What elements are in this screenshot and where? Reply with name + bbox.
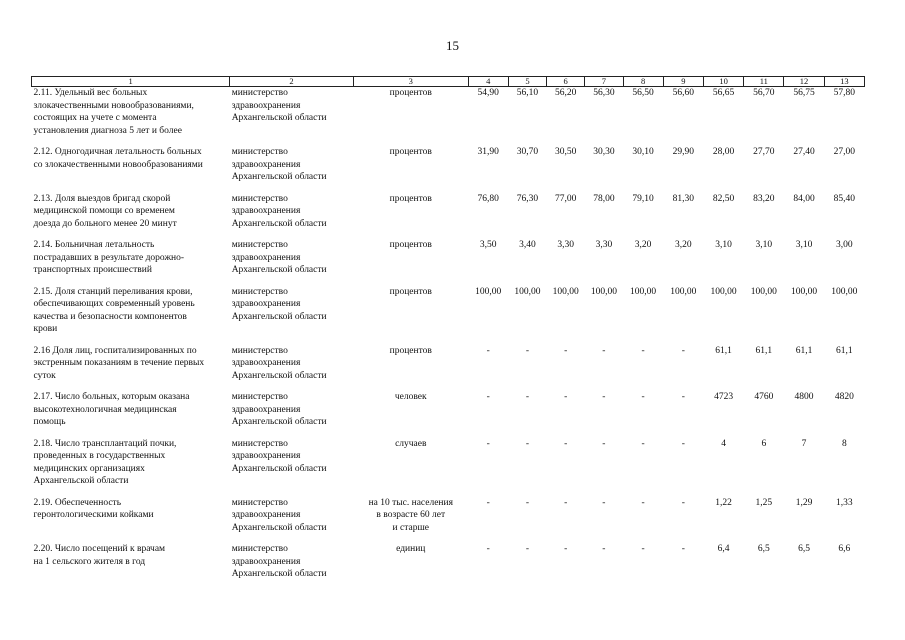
value-cell: 100,00 — [790, 286, 818, 297]
row-spacer — [32, 382, 865, 391]
unit-cell-line: процентов — [389, 286, 432, 297]
unit-cell — [353, 193, 468, 231]
indicator-cell-line: 2.17. Число больных, которым оказана — [33, 392, 190, 402]
value-cell: 6,6 — [838, 544, 851, 554]
table-row — [32, 193, 865, 231]
value-cell: 7 — [801, 438, 807, 449]
unit-cell — [353, 497, 468, 535]
row-spacer-cell — [32, 336, 865, 345]
value-cell: - — [525, 544, 530, 554]
value-cell: 100,00 — [590, 286, 617, 297]
value-cell: 30,50 — [554, 147, 577, 157]
indicator-cell-line: 2.20. Число посещений к врачам — [33, 544, 166, 554]
value-cell: 30,30 — [593, 147, 615, 157]
column-number: 10 — [703, 77, 743, 87]
responsible-cell — [230, 239, 354, 277]
table-row — [32, 87, 865, 138]
responsible-cell — [230, 146, 354, 184]
responsible-cell-line: Архангельской области — [231, 218, 327, 229]
responsible-cell-line: здравоохранения — [231, 451, 301, 461]
unit-cell-line: процентов — [389, 345, 432, 356]
value-cell: - — [564, 497, 568, 508]
indicator-cell-line: экстренным показаниям в течение первых — [33, 358, 205, 368]
indicator-cell-line: Архангельской области — [33, 476, 129, 486]
row-spacer — [32, 230, 865, 239]
row-spacer — [32, 336, 865, 345]
row-spacer — [32, 534, 865, 543]
responsible-cell-line: Архангельской области — [231, 463, 327, 474]
value-cell: - — [486, 345, 490, 356]
table-row — [32, 391, 865, 429]
page-number: 15 — [446, 38, 459, 53]
indicator-cell-line: 2.12. Одногодичная летальность больных — [33, 147, 202, 157]
responsible-cell-line: министерство — [231, 345, 288, 356]
value-cell: 61,1 — [836, 345, 853, 356]
indicator-cell-line: помощь — [33, 417, 66, 427]
value-cell: 100,00 — [750, 286, 777, 297]
responsible-cell-line: здравоохранения — [231, 100, 301, 111]
unit-cell-line: единиц — [396, 544, 426, 554]
value-cell: 85,40 — [833, 193, 856, 204]
table-row — [32, 543, 865, 581]
indicator-cell-line: пострадавших в результате дорожно- — [33, 252, 185, 263]
indicator-cell-line: геронтологическими койками — [33, 510, 154, 520]
indicator-cell-line: медицинской помощи со временем — [33, 206, 175, 216]
value-cell: 6 — [761, 438, 767, 449]
value-cell: 4820 — [834, 392, 854, 402]
indicator-cell-line: высокотехнологичная медицинская — [33, 404, 177, 415]
value-cell: 100,00 — [831, 286, 858, 297]
value-cell: - — [602, 345, 606, 356]
value-cell: 100,00 — [514, 286, 541, 297]
value-cell: 56,10 — [516, 88, 539, 98]
value-cell: 57,80 — [833, 88, 856, 98]
value-cell: 1,33 — [836, 497, 853, 508]
responsible-cell-line: здравоохранения — [231, 556, 301, 567]
value-cell: 77,00 — [554, 193, 577, 204]
responsible-cell-line: министерство — [231, 147, 288, 157]
indicator-cell-line: 2.16 Доля лиц, госпитализированных по — [33, 345, 197, 356]
value-cell: 56,50 — [632, 88, 654, 98]
row-spacer — [32, 429, 865, 438]
responsible-cell-line: здравоохранения — [231, 159, 301, 170]
row-spacer-cell — [32, 230, 865, 239]
value-cell: 3,20 — [675, 240, 692, 250]
value-cell: - — [525, 497, 530, 508]
value-cell: 27,00 — [833, 147, 856, 157]
value-cell: 1,29 — [795, 497, 813, 508]
value-cell: 61,1 — [795, 345, 813, 356]
value-cell: 3,10 — [715, 240, 732, 250]
value-cell: 100,00 — [552, 286, 579, 297]
value-cell: 56,70 — [753, 88, 775, 98]
unit-cell — [353, 146, 468, 184]
value-cell: 83,20 — [753, 193, 775, 204]
unit-cell — [353, 345, 468, 383]
table-row — [32, 286, 865, 336]
unit-cell-line: процентов — [389, 193, 432, 204]
column-number: 6 — [547, 77, 585, 87]
unit-cell — [353, 239, 468, 277]
responsible-cell — [230, 193, 354, 231]
value-cell: 54,90 — [477, 88, 499, 98]
value-cell: - — [486, 497, 490, 508]
value-cell: 79,10 — [632, 193, 654, 204]
indicator-cell — [32, 286, 230, 336]
indicator-cell — [32, 87, 230, 138]
column-number: 1 — [32, 77, 230, 87]
value-cell: 3,20 — [634, 240, 652, 250]
responsible-cell-line: министерство — [231, 88, 288, 98]
column-number: 8 — [623, 77, 663, 87]
value-cell: 61,1 — [755, 345, 773, 356]
indicators-table — [31, 76, 865, 581]
indicator-cell-line: 2.19. Обеспеченность — [33, 497, 122, 508]
value-cell: - — [641, 438, 645, 449]
indicator-cell — [32, 345, 230, 383]
row-spacer — [32, 137, 865, 146]
responsible-cell-line: министерство — [231, 193, 288, 204]
responsible-cell-line: министерство — [231, 544, 288, 554]
value-cell: 28,00 — [712, 147, 735, 157]
value-cell: 3,30 — [557, 240, 574, 250]
responsible-cell-line: здравоохранения — [231, 299, 301, 309]
unit-cell — [353, 286, 468, 336]
responsible-cell — [230, 391, 354, 429]
indicator-cell-line: суток — [33, 370, 56, 381]
responsible-cell — [230, 87, 354, 138]
value-cell: 100,00 — [670, 286, 697, 297]
responsible-cell-line: здравоохранения — [231, 510, 301, 520]
value-cell: 6,4 — [717, 544, 730, 554]
value-cell: 100,00 — [710, 286, 737, 297]
value-cell: 76,30 — [516, 193, 539, 204]
value-cell: 81,30 — [672, 193, 695, 204]
responsible-cell-line: Архангельской области — [231, 265, 327, 275]
indicator-cell-line: качества и безопасности компонентов — [33, 311, 187, 322]
indicator-cell — [32, 239, 230, 277]
responsible-cell-line: здравоохранения — [231, 206, 301, 216]
row-spacer-cell — [32, 429, 865, 438]
value-cell: 82,50 — [712, 193, 735, 204]
value-cell: 3,10 — [755, 240, 773, 250]
value-cell: 30,10 — [632, 147, 654, 157]
column-number: 5 — [508, 77, 546, 87]
indicator-cell-line: 2.11. Удельный вес больных — [33, 88, 148, 98]
responsible-cell-line: Архангельской области — [231, 370, 327, 381]
column-number: 13 — [824, 77, 864, 87]
value-cell: - — [641, 544, 645, 554]
row-spacer-cell — [32, 137, 865, 146]
value-cell: - — [525, 438, 530, 449]
responsible-cell — [230, 438, 354, 488]
value-cell: 4 — [721, 438, 726, 449]
indicator-cell — [32, 497, 230, 535]
responsible-cell-line: министерство — [231, 392, 288, 402]
value-cell: 27,70 — [753, 147, 775, 157]
value-cell: 76,80 — [477, 193, 499, 204]
value-cell: - — [564, 392, 568, 402]
value-cell: 3,40 — [519, 240, 536, 250]
unit-cell-line: и старше — [392, 522, 429, 533]
indicator-cell-line: 2.14. Больничная летальность — [33, 240, 155, 250]
responsible-cell-line: Архангельской области — [231, 569, 327, 579]
indicator-cell — [32, 438, 230, 488]
value-cell: 31,90 — [477, 147, 499, 157]
value-cell: - — [681, 438, 685, 449]
table-row — [32, 239, 865, 277]
indicator-cell-line: со злокачественными новообразованиями — [33, 159, 203, 170]
unit-cell — [353, 391, 468, 429]
value-cell: 4800 — [794, 392, 814, 402]
indicator-cell-line: крови — [33, 324, 58, 334]
row-spacer — [32, 184, 865, 193]
responsible-cell-line: Архангельской области — [231, 113, 327, 123]
row-spacer — [32, 277, 865, 286]
value-cell: - — [564, 544, 568, 554]
responsible-cell — [230, 497, 354, 535]
value-cell: 56,60 — [672, 88, 695, 98]
value-cell: 56,30 — [593, 88, 615, 98]
indicator-cell-line: 2.15. Доля станций переливания крови, — [33, 286, 193, 297]
value-cell: 29,90 — [672, 147, 695, 157]
value-cell: - — [602, 544, 606, 554]
responsible-cell-line: министерство — [231, 438, 288, 449]
unit-cell — [353, 87, 468, 138]
responsible-cell-line: министерство — [231, 497, 288, 508]
responsible-cell — [230, 543, 354, 581]
row-spacer-cell — [32, 534, 865, 543]
column-number: 9 — [663, 77, 703, 87]
responsible-cell-line: здравоохранения — [231, 358, 301, 368]
value-cell: - — [602, 392, 606, 402]
value-cell: - — [681, 345, 685, 356]
value-cell: 100,00 — [630, 286, 657, 297]
column-number: 7 — [585, 77, 623, 87]
value-cell: - — [641, 392, 645, 402]
unit-cell-line: на 10 тыс. населения — [368, 497, 453, 508]
value-cell: - — [525, 345, 530, 356]
value-cell: - — [486, 544, 490, 554]
value-cell: - — [525, 392, 530, 402]
column-number: 3 — [353, 77, 468, 87]
indicator-cell-line: медицинских организациях — [33, 463, 145, 474]
value-cell: 27,40 — [793, 147, 815, 157]
unit-cell — [353, 438, 468, 488]
indicator-cell-line: обеспечивающих современный уровень — [33, 299, 195, 309]
value-cell: 78,00 — [593, 193, 615, 204]
unit-cell — [353, 543, 468, 581]
unit-cell-line: процентов — [389, 147, 432, 157]
responsible-cell-line: министерство — [231, 286, 288, 297]
value-cell: 84,00 — [793, 193, 815, 204]
responsible-cell-line: Архангельской области — [231, 522, 327, 533]
value-cell: - — [602, 497, 606, 508]
unit-cell-line: процентов — [389, 88, 432, 98]
value-cell: 3,00 — [836, 240, 853, 250]
indicator-cell-line: злокачественными новообразованиями, — [33, 100, 194, 111]
row-spacer-cell — [32, 184, 865, 193]
indicator-cell — [32, 146, 230, 184]
responsible-cell-line: здравоохранения — [231, 252, 301, 263]
responsible-cell-line: Архангельской области — [231, 311, 327, 322]
value-cell: - — [641, 345, 645, 356]
value-cell: - — [681, 497, 685, 508]
indicator-cell-line: 2.18. Число трансплантаций почки, — [33, 438, 177, 449]
value-cell: - — [564, 345, 568, 356]
indicator-cell — [32, 543, 230, 581]
indicator-cell-line: проведенных в государственных — [33, 451, 166, 461]
table-row — [32, 345, 865, 383]
indicator-cell — [32, 391, 230, 429]
row-spacer-cell — [32, 488, 865, 497]
value-cell: 56,75 — [793, 88, 815, 98]
responsible-cell-line: здравоохранения — [231, 404, 301, 415]
responsible-cell — [230, 345, 354, 383]
value-cell: 56,65 — [712, 88, 735, 98]
value-cell: 3,30 — [595, 240, 613, 250]
responsible-cell-line: Архангельской области — [231, 172, 327, 182]
table-row — [32, 146, 865, 184]
value-cell: 56,20 — [554, 88, 577, 98]
unit-cell-line: человек — [394, 392, 427, 402]
value-cell: 8 — [841, 438, 847, 449]
table-body — [32, 87, 865, 581]
table-row — [32, 438, 865, 488]
row-spacer-cell — [32, 382, 865, 391]
column-number: 12 — [784, 77, 824, 87]
column-number: 2 — [230, 77, 354, 87]
value-cell: 3,50 — [479, 240, 497, 250]
value-cell: - — [602, 438, 606, 449]
value-cell: 100,00 — [475, 286, 502, 297]
indicator-cell-line: состоящих на учете с момента — [33, 113, 157, 123]
value-cell: 4760 — [754, 392, 774, 402]
column-number: 11 — [744, 77, 784, 87]
indicator-cell-line: доезда до больного менее 20 минут — [33, 218, 177, 229]
indicator-cell-line: 2.13. Доля выездов бригад скорой — [33, 193, 171, 204]
value-cell: 1,25 — [755, 497, 773, 508]
responsible-cell-line: министерство — [231, 240, 288, 250]
responsible-cell — [230, 286, 354, 336]
unit-cell-line: процентов — [389, 240, 432, 250]
value-cell: - — [486, 438, 490, 449]
indicator-cell-line: на 1 сельского жителя в год — [33, 556, 146, 567]
table-row — [32, 497, 865, 535]
value-cell: - — [564, 438, 568, 449]
column-number: 4 — [468, 77, 508, 87]
value-cell: - — [681, 392, 685, 402]
indicator-cell — [32, 193, 230, 231]
value-cell: - — [681, 544, 685, 554]
value-cell: 3,10 — [795, 240, 813, 250]
indicator-cell-line: установления диагноза 5 лет и более — [33, 125, 182, 136]
value-cell: 6,5 — [757, 544, 770, 554]
value-cell: 4723 — [714, 392, 734, 402]
row-spacer-cell — [32, 277, 865, 286]
column-number-header-row — [32, 77, 865, 87]
value-cell: 1,22 — [715, 497, 732, 508]
unit-cell-line: в возрасте 60 лет — [376, 510, 446, 520]
indicator-cell-line: транспортных происшествий — [33, 265, 152, 275]
value-cell: 30,70 — [516, 147, 539, 157]
value-cell: - — [641, 497, 645, 508]
value-cell: - — [486, 392, 490, 402]
unit-cell-line: случаев — [395, 438, 427, 449]
value-cell: 6,5 — [798, 544, 810, 554]
row-spacer — [32, 488, 865, 497]
value-cell: 61,1 — [715, 345, 732, 356]
responsible-cell-line: Архангельской области — [231, 417, 327, 427]
